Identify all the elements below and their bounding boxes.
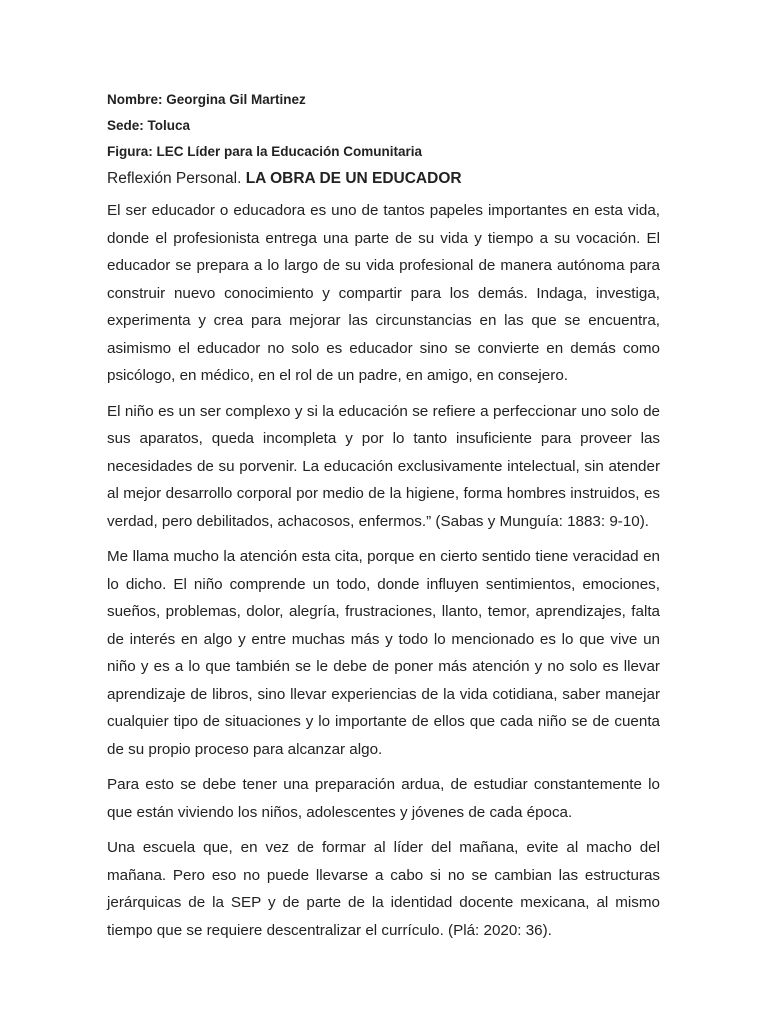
campus-line: Sede: Toluca xyxy=(107,118,191,133)
role-line: Figura: LEC Líder para la Educación Comunitaria xyxy=(107,144,423,159)
title-prefix: Reflexión Personal. xyxy=(107,170,246,187)
author-name: Nombre: Georgina Gil Martinez xyxy=(107,92,306,107)
paragraph: Una escuela que, en vez de formar al líder del mañana, evite al macho del mañana. Pero eso no puede llevarse a cabo si no se cambian las estructuras jerárquicas de la SEP y de parte de la identidad docente mexicana, al mismo tiempo que se requiere descentralizar el currículo. (Plá: 2020: 36). xyxy=(107,839,660,939)
document-body xyxy=(107,91,660,952)
paragraph: Para esto se debe tener una preparación ardua, de estudiar constantemente lo que están viviendo los niños, adolescentes y jóvenes de cada época. xyxy=(107,776,660,821)
title-main: LA OBRA DE UN EDUCADOR xyxy=(245,170,462,187)
paragraph: Me llama mucho la atención esta cita, porque en cierto sentido tiene veracidad en lo dicho. El niño comprende un todo, donde influyen sentimientos, emociones, sueños, problemas, dolor, alegría, frustraciones, llanto, temor, aprendizajes, falta de interés en algo y entre muchas más y todo lo mencionado es lo que vive un niño y es a lo que también se le debe de poner más atención y no solo es llevar aprendizaje de libros, sino llevar experiencias de la vida cotidiana, saber manejar cualquier tipo de situaciones y lo importante de ellos que cada niño se de cuenta de su propio proceso para alcanzar algo. xyxy=(107,548,660,758)
paragraph: El niño es un ser complexo y si la educación se refiere a perfeccionar uno solo de sus aparatos, queda incompleta y por lo tanto insuficiente para proveer las necesidades de su porvenir. La educación exclusivamente intelectual, sin atender al mejor desarrollo corporal por medio de la higiene, forma hombres instruidos, es verdad, pero debilitados, achacosos, enfermos.” (Sabas y Munguía: 1883: 9-10). xyxy=(107,402,660,530)
paragraph: El ser educador o educadora es uno de tantos papeles importantes en esta vida, donde el profesionista entrega una parte de su vida y tiempo a su vocación. El educador se prepara a lo largo de su vida profesional de manera autónoma para construir nuevo conocimiento y compartir para los demás. Indaga, investiga, experimenta y crea para mejorar las circunstancias en las que se encuentra, asimismo el educador no solo es educador sino se convierte en demás como psicólogo, en médico, en el rol de un padre, en amigo, en consejero. xyxy=(107,202,660,384)
document-title xyxy=(107,169,660,189)
